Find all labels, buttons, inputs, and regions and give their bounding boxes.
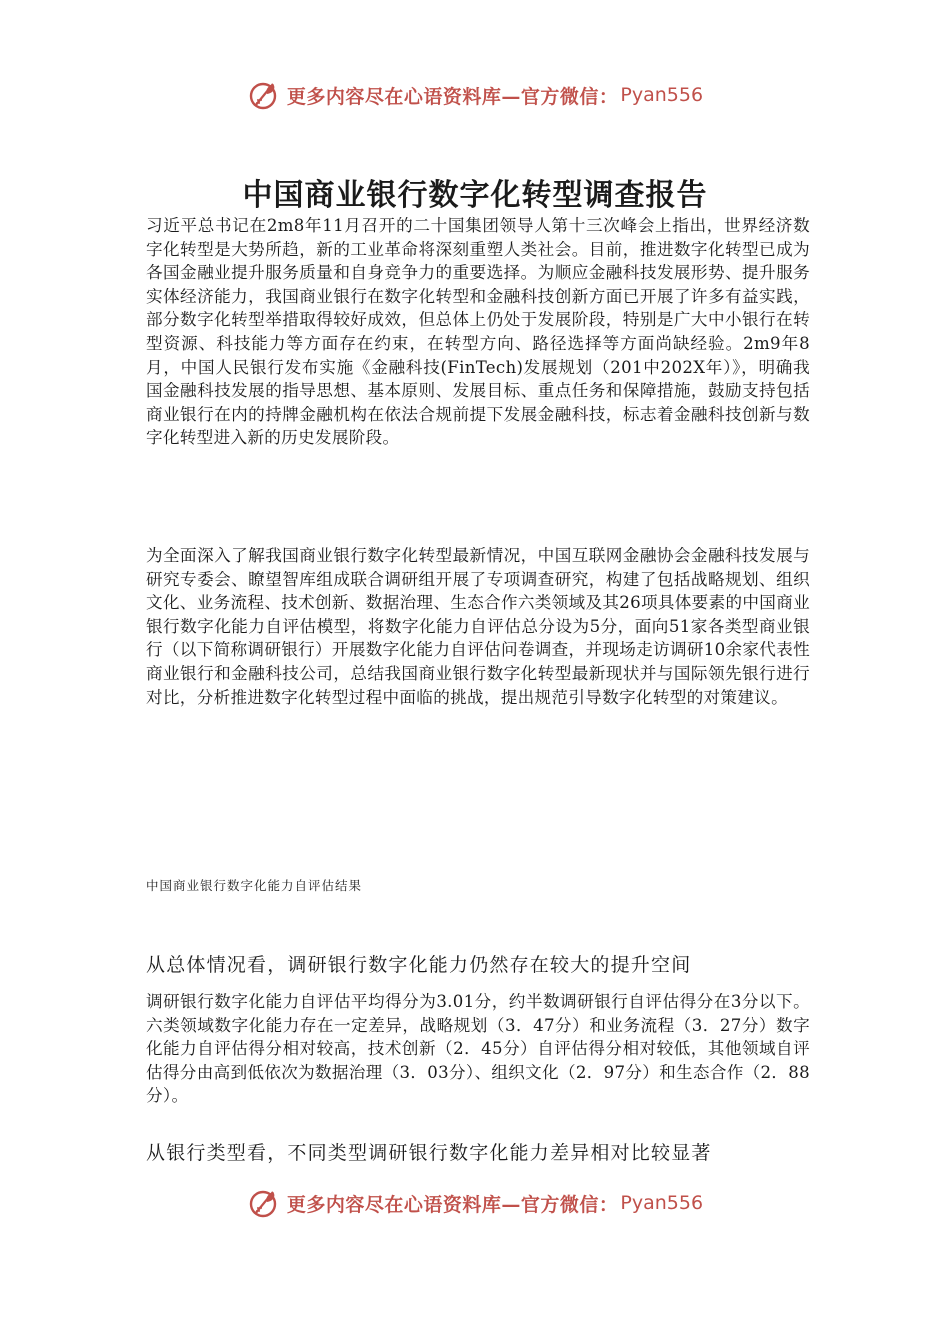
footer-watermark-banner bbox=[0, 1178, 950, 1228]
section-heading-overall: 从总体情况看，调研银行数字化能力仍然存在较大的提升空间 bbox=[146, 954, 692, 976]
survey-paragraph: 为全面深入了解我国商业银行数字化转型最新情况，中国互联网金融协会金融科技发展与研究专委会、瞭望智库组成联合调研组开展了专项调查研究，构建了包括战略规划、组织文化、业务流程、技术创新、数据治理、生态合作六类领域及其26项具体要素的中国商业银行数字化能力自评估模型，将数字化能力自评估总分设为5分，面向51家各类型商业银行（以下简称调研银行）开展数字化能力自评估问卷调查，并现场走访调研10余家代表性商业银行和金融科技公司，总结我国商业银行数字化转型最新现状并与国际领先银行进行对比，分析推进数字化转型过程中面临的挑战，提出规范引导数字化转型的对策建议。 bbox=[146, 546, 810, 707]
header-watermark-banner bbox=[0, 70, 950, 120]
document-title: 中国商业银行数字化转型调查报告 bbox=[242, 178, 708, 213]
quill-logo-icon bbox=[247, 1186, 281, 1220]
banner-wechat-id: Pyan556 bbox=[620, 1192, 704, 1214]
figure-caption: 中国商业银行数字化能力自评估结果 bbox=[146, 878, 363, 893]
quill-logo-icon bbox=[247, 78, 281, 112]
intro-paragraph: 习近平总书记在2m8年11月召开的二十国集团领导人第十三次峰会上指出，世界经济数字化转型是大势所趋，新的工业革命将深刻重塑人类社会。目前，推进数字化转型已成为各国金融业提升服务质量和自身竞争力的重要选择。为顺应金融科技发展形势、提升服务实体经济能力，我国商业银行在数字化转型和金融科技创新方面已开展了许多有益实践，部分数字化转型举措取得较好成效，但总体上仍处于发展阶段，特别是广大中小银行在转型资源、科技能力等方面存在约束，在转型方向、路径选择等方面尚缺经验。2m9年8月，中国人民银行发布实施《金融科技(FinTech)发展规划（201中202X年）》，明确我国金融科技发展的指导思想、基本原则、发展目标、重点任务和保障措施，鼓励支持包括商业银行在内的持牌金融机构在依法合规前提下发展金融科技，标志着金融科技创新与数字化转型进入新的历史发展阶段。 bbox=[146, 216, 810, 448]
scores-paragraph: 调研银行数字化能力自评估平均得分为3.01分，约半数调研银行自评估得分在3分以下。六类领域数字化能力存在一定差异，战略规划（3．47分）和业务流程（3．27分）数字化能力自评估得分相对较高，技术创新（2．45分）自评估得分相对较低，其他领域自评估得分由高到低依次为数据治理（3．03分）、组织文化（2．97分）和生态合作（2．88分）。 bbox=[146, 992, 810, 1106]
banner-text: 更多内容尽在心语资料库—官方微信： bbox=[286, 85, 619, 108]
section-heading-bank-type: 从银行类型看，不同类型调研银行数字化能力差异相对比较显著 bbox=[146, 1142, 712, 1164]
banner-text: 更多内容尽在心语资料库—官方微信： bbox=[286, 1193, 619, 1216]
banner-wechat-id: Pyan556 bbox=[620, 84, 704, 106]
